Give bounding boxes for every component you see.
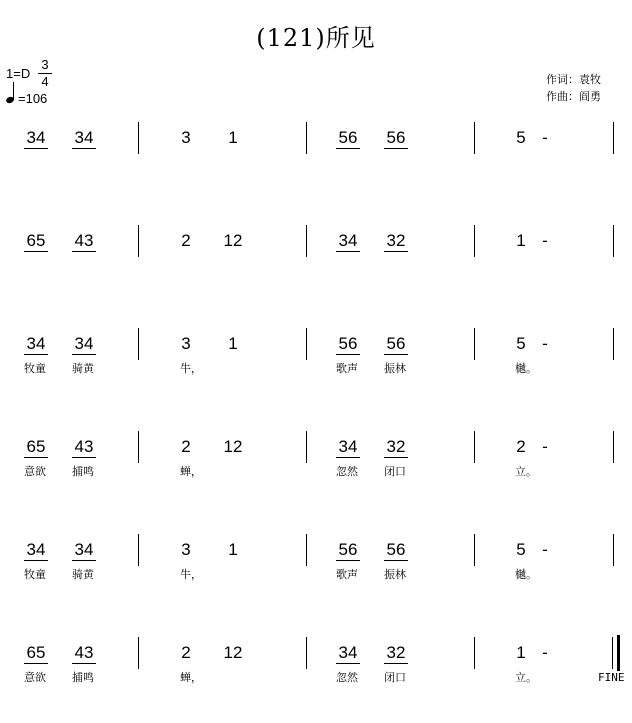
lyric: 蝉，	[180, 466, 202, 478]
barline	[138, 431, 139, 463]
barline	[138, 534, 139, 566]
lyric: 意欲	[24, 672, 46, 684]
barline	[474, 328, 475, 360]
barline	[138, 122, 139, 154]
lyric: 立。	[515, 672, 537, 684]
barline	[613, 534, 614, 566]
barline	[613, 225, 614, 257]
note: 34	[336, 437, 360, 458]
note: 56	[336, 334, 360, 355]
note: 12	[223, 437, 243, 456]
note: 2	[516, 437, 526, 456]
barline	[138, 328, 139, 360]
key-signature: 1=D	[6, 66, 31, 81]
note: 56	[336, 540, 360, 561]
barline	[474, 122, 475, 154]
lyric: 闭口	[384, 466, 406, 478]
barline	[306, 225, 307, 257]
note: 12	[223, 231, 243, 250]
note: 12	[223, 643, 243, 662]
note: 5	[516, 334, 526, 353]
lyricist: 作词：袁牧	[546, 74, 601, 86]
dash: -	[542, 437, 548, 456]
note: 32	[384, 231, 408, 252]
note: 34	[24, 334, 48, 355]
note: 1	[228, 540, 238, 559]
note: 32	[384, 643, 408, 664]
time-signature-numerator: 3	[41, 57, 49, 72]
note: 34	[336, 231, 360, 252]
barline	[306, 328, 307, 360]
note: 2	[181, 437, 191, 456]
time-signature-denominator: 4	[41, 74, 49, 89]
lyric: 牧童	[24, 569, 46, 581]
barline	[306, 122, 307, 154]
tempo-value: =106	[18, 91, 48, 106]
tempo-marking	[4, 82, 64, 106]
note: 56	[384, 540, 408, 561]
note: 3	[181, 334, 191, 353]
barline	[306, 534, 307, 566]
barline	[138, 225, 139, 257]
note: 2	[181, 231, 191, 250]
note: 56	[384, 128, 408, 149]
barline	[306, 637, 307, 669]
note: 34	[336, 643, 360, 664]
dash: -	[542, 540, 548, 559]
note: 43	[72, 231, 96, 252]
lyric: 骑黄	[72, 363, 94, 375]
credits	[546, 72, 601, 106]
lyric: 捕鸣	[72, 672, 94, 684]
note: 56	[336, 128, 360, 149]
lyric: 樾。	[515, 363, 537, 375]
lyric: 牛，	[180, 363, 202, 375]
note: 1	[516, 231, 526, 250]
lyric: 立。	[515, 466, 537, 478]
lyric: 蝉，	[180, 672, 202, 684]
lyric: 骑黄	[72, 569, 94, 581]
note: 32	[384, 437, 408, 458]
lyric: 振林	[384, 363, 406, 375]
barline	[474, 225, 475, 257]
note: 43	[72, 643, 96, 664]
barline	[612, 637, 613, 669]
note: 34	[72, 540, 96, 561]
note: 3	[181, 540, 191, 559]
dash: -	[542, 334, 548, 353]
note: 65	[24, 437, 48, 458]
song-title: (121)所见	[256, 24, 376, 52]
lyric: 闭口	[384, 672, 406, 684]
lyric: 意欲	[24, 466, 46, 478]
barline	[613, 431, 614, 463]
note: 65	[24, 643, 48, 664]
note: 5	[516, 128, 526, 147]
barline	[474, 534, 475, 566]
note: 5	[516, 540, 526, 559]
note: 1	[516, 643, 526, 662]
barline	[474, 431, 475, 463]
note: 34	[72, 334, 96, 355]
lyric: 牧童	[24, 363, 46, 375]
note: 65	[24, 231, 48, 252]
note: 3	[181, 128, 191, 147]
note: 43	[72, 437, 96, 458]
lyric: 忽然	[336, 466, 358, 478]
lyric: 捕鸣	[72, 466, 94, 478]
note: 34	[24, 540, 48, 561]
barline	[474, 637, 475, 669]
note: 34	[24, 128, 48, 149]
note: 2	[181, 643, 191, 662]
lyric: 忽然	[336, 672, 358, 684]
note: 1	[228, 128, 238, 147]
note: 56	[384, 334, 408, 355]
note: 34	[72, 128, 96, 149]
lyric: 歌声	[336, 569, 358, 581]
lyric: 牛，	[180, 569, 202, 581]
dash: -	[542, 643, 548, 662]
lyric: 歌声	[336, 363, 358, 375]
lyric: 樾。	[515, 569, 537, 581]
lyric: 振林	[384, 569, 406, 581]
dash: -	[542, 231, 548, 250]
barline	[613, 328, 614, 360]
fine-marking: FINE	[598, 671, 625, 684]
final-barline	[617, 635, 620, 671]
composer: 作曲：阎勇	[546, 91, 601, 103]
barline	[613, 122, 614, 154]
note: 1	[228, 334, 238, 353]
barline	[306, 431, 307, 463]
barline	[138, 637, 139, 669]
dash: -	[542, 128, 548, 147]
